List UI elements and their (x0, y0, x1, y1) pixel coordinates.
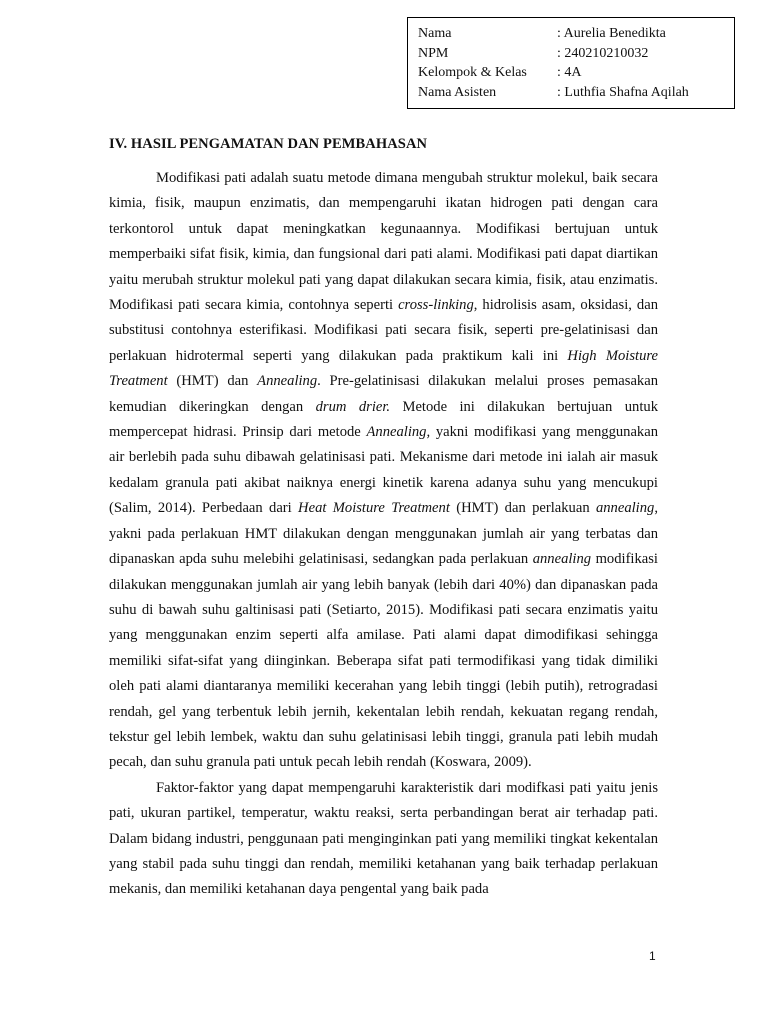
text-run: (HMT) dan (167, 373, 258, 390)
document-body (109, 166, 658, 903)
identity-value: : Luthfia Shafna Aqilah (557, 84, 689, 100)
italic-term: Annealing (257, 373, 318, 390)
identity-row-group-class (418, 63, 734, 83)
text-run: Faktor-faktor yang dapat mempengaruhi karakteristik dari modifkasi pati yaitu jenis pati, ukuran partikel, temperatur, waktu reaksi, serta perbandingan berat air terhadap pati. Dalam bidang industri, penggunaan pati menginginkan pati yang memiliki tingkat kekentalan yang stabil pada suhu tinggi dan rendah, memiliki ketahanan yang baik terhadap perlakuan mekanis, dan memiliki ketahanan daya pengental yang baik pada (109, 779, 658, 898)
text-run: modifikasi dilakukan menggunakan jumlah air yang lebih banyak (lebih dari 40%) dan dipanaskan pada suhu di bawah suhu galtinisasi pati (Setiarto, 2015). Modifikasi pati secara enzimatis yaitu yang menggunakan enzim seperti alfa amilase. Pati alami dapat dimodifikasi sehingga memiliki sifat-sifat yang diinginkan. Beberapa sifat pati termodifikasi yang tidak dimiliki oleh pati alami diantaranya memiliki kecerahan yang lebih tinggi (lebih putih), retrogradasi rendah, gel yang terbentuk lebih jernih, kekentalan lebih rendah, kekuatan regang rendah, tekstur gel lebih lembek, waktu dan suhu gelatinisasi lebih tinggi, granula pati lebih mudah pecah, dan suhu granula pati untuk pecah lebih rendah (Koswara, 2009). (109, 551, 658, 771)
identity-label: Nama Asisten (418, 84, 497, 100)
text-run: , hidrolisis asam, oksidasi, dan substitusi contohnya esterifikasi. Modifikasi pati secara fisik, seperti pre-gelatinisasi dan perlakuan hidrotermal seperti yang dilakukan pada praktikum kali ini (109, 297, 658, 364)
body-paragraph (109, 776, 658, 903)
identity-row-name (418, 24, 734, 44)
italic-term: Heat Moisture Treatment (298, 500, 450, 517)
identity-value: : Aurelia Benedikta (557, 26, 666, 41)
italic-term: drum drier. (315, 398, 391, 415)
identity-label: Kelompok & Kelas (418, 65, 527, 80)
text-run: Modifikasi pati adalah suatu metode dimana mengubah struktur molekul, baik secara kimia, fisik, maupun enzimatis, dan mempengaruhi ikatan hidrogen pati dengan cara terkontorol untuk dapat meningkatkan kegunaannya. Modifikasi bertujuan untuk memperbaiki sifat fisik, kimia, dan fungsional dari pati alami. Modifikasi pati dapat diartikan yaitu merubah struktur molekul pati yang dapat dilakukan secara kimia, fisik, atau enzimatis. Modifikasi pati secara kimia, contohnya seperti (109, 170, 658, 314)
text-run: (HMT) dan perlakuan (449, 500, 596, 517)
italic-term: High Moisture Treatment (109, 347, 658, 390)
identity-value: : 4A (557, 65, 582, 80)
identity-label: Nama (418, 26, 452, 41)
text-run: yakni modifikasi yang menggunakan air berlebih pada suhu dibawah gelatinisasi pati. Mekanisme dari metode ini ialah air masuk kedalam granula pati akibat naiknya energi kinetik karena adanya suhu yang mencukupi (Salim, 2014). Perbedaan dari (109, 424, 659, 517)
italic-term: annealing (532, 551, 592, 568)
text-run: . Pre-gelatinisasi dilakukan melalui proses pemasakan kemudian dikeringkan dengan (109, 373, 658, 415)
page-number: 1 (649, 949, 656, 963)
section-heading: IV. HASIL PENGAMATAN DAN PEMBAHASAN (109, 136, 428, 152)
text-run: , yakni pada perlakuan HMT dilakukan dengan menggunakan jumlah air yang terbatas dan dipanaskan apda suhu melebihi gelatinisasi, sedangkan pada perlakuan (109, 500, 658, 568)
identity-label: NPM (418, 45, 449, 61)
italic-term: Annealing, (366, 424, 431, 441)
body-paragraph (109, 166, 658, 776)
identity-row-assistant (418, 83, 734, 103)
identity-value: : 240210210032 (557, 45, 649, 61)
identity-row-npm (418, 44, 734, 64)
text-run: Metode ini dilakukan bertujuan untuk mempercepat hidrasi. Prinsip dari metode (109, 398, 658, 441)
italic-term: cross-linking (398, 297, 474, 314)
student-identity-box (407, 17, 735, 109)
italic-term: annealing (595, 500, 655, 517)
